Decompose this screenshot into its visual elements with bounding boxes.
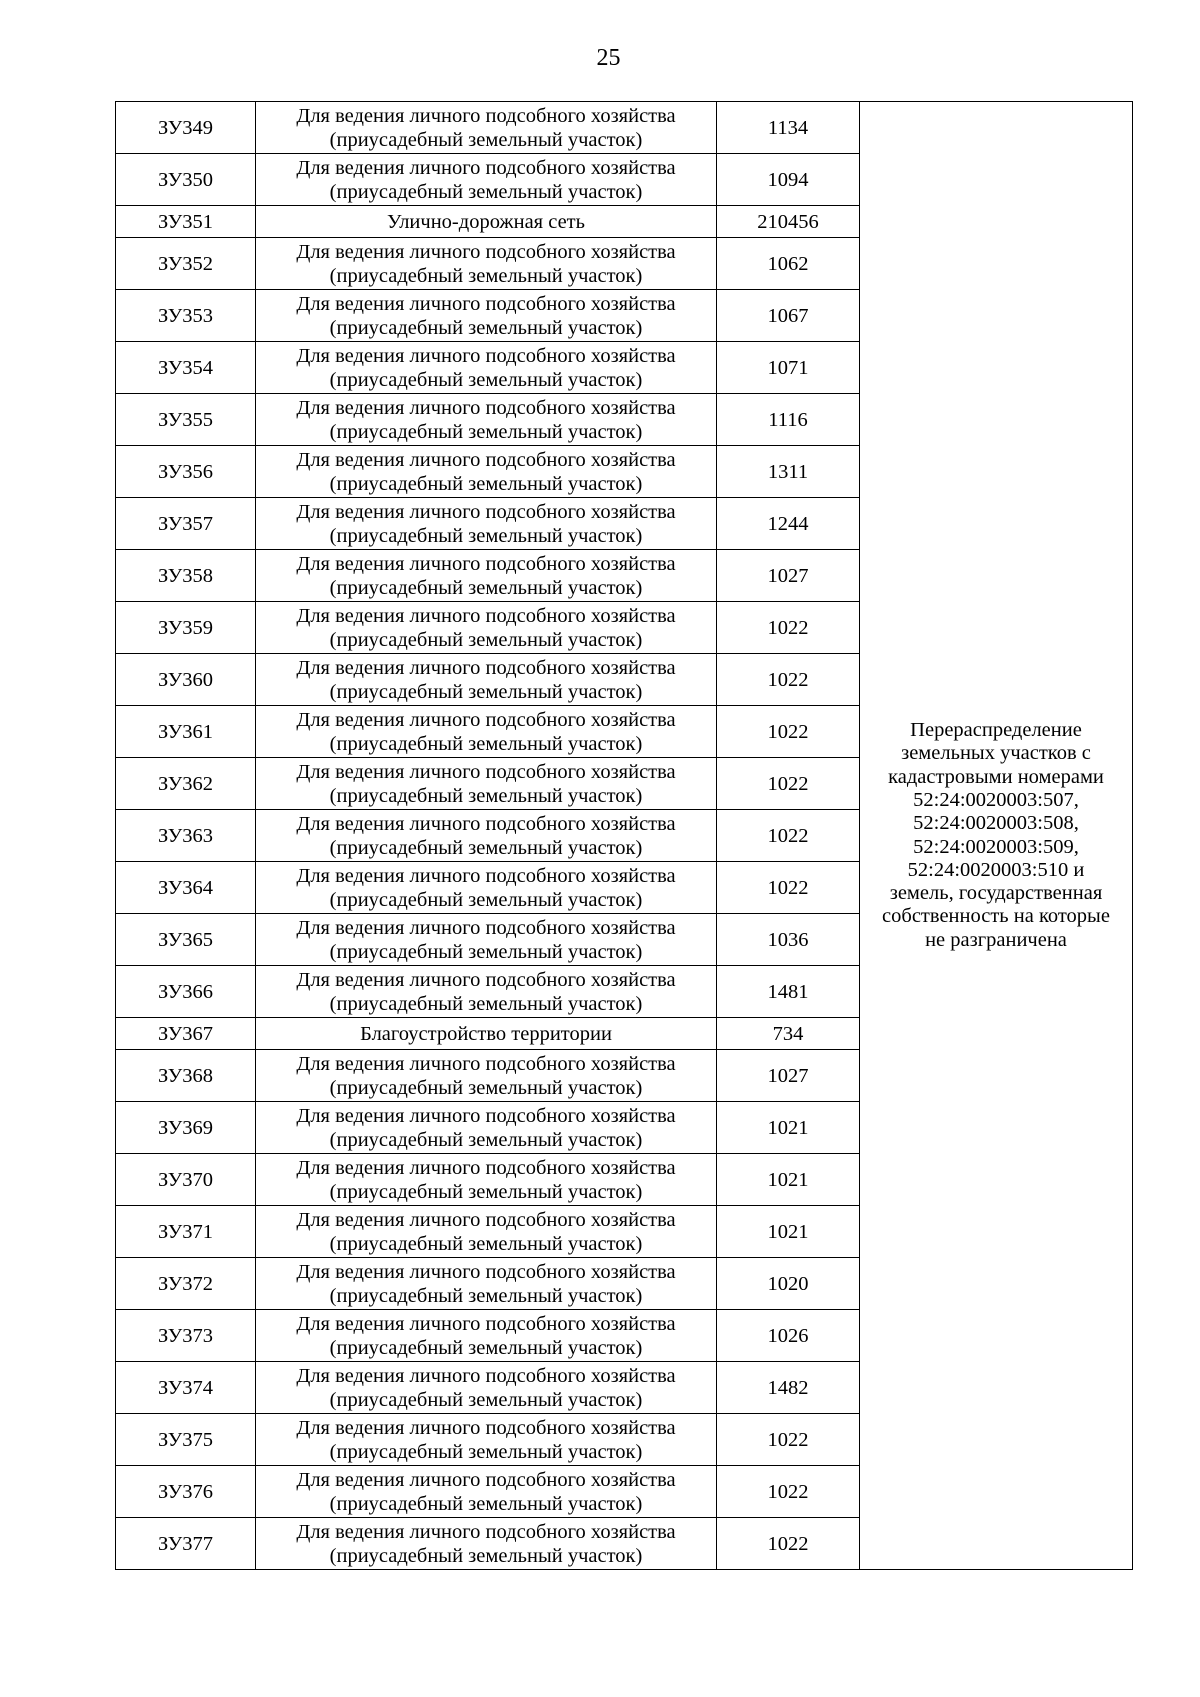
land-use-cell <box>256 914 717 966</box>
land-use-line: Для ведения личного подсобного хозяйства <box>296 1104 676 1127</box>
land-use-line: Для ведения личного подсобного хозяйства <box>296 708 676 731</box>
plot-id-cell: ЗУ354 <box>116 342 256 394</box>
area-cell: 1022 <box>717 758 860 810</box>
land-use-cell <box>256 1050 717 1102</box>
page-number: 25 <box>596 45 621 71</box>
land-use-line: (приусадебный земельный участок) <box>329 524 643 547</box>
area-cell: 1022 <box>717 706 860 758</box>
land-use-cell <box>256 1466 717 1518</box>
plot-id-cell: ЗУ360 <box>116 654 256 706</box>
land-use-line: Улично-дорожная сеть <box>387 210 585 233</box>
plot-id-cell: ЗУ363 <box>116 810 256 862</box>
land-use-cell <box>256 290 717 342</box>
land-use-cell <box>256 238 717 290</box>
plot-id-cell: ЗУ355 <box>116 394 256 446</box>
plot-id-cell: ЗУ376 <box>116 1466 256 1518</box>
plot-id-cell: ЗУ356 <box>116 446 256 498</box>
land-use-cell <box>256 966 717 1018</box>
land-use-line: (приусадебный земельный участок) <box>329 1440 643 1463</box>
plot-id-cell: ЗУ357 <box>116 498 256 550</box>
plot-id-cell: ЗУ374 <box>116 1362 256 1414</box>
land-use-line: Для ведения личного подсобного хозяйства <box>296 104 676 127</box>
land-use-line: (приусадебный земельный участок) <box>329 264 643 287</box>
land-use-line: Для ведения личного подсобного хозяйства <box>296 156 676 179</box>
land-use-cell <box>256 1310 717 1362</box>
plot-id-cell: ЗУ377 <box>116 1518 256 1570</box>
plot-id-cell: ЗУ350 <box>116 154 256 206</box>
plot-id-cell: ЗУ375 <box>116 1414 256 1466</box>
land-use-line: Для ведения личного подсобного хозяйства <box>296 1052 676 1075</box>
land-use-line: (приусадебный земельный участок) <box>329 1492 643 1515</box>
area-cell: 1022 <box>717 862 860 914</box>
area-cell: 1134 <box>717 102 860 154</box>
area-cell: 1026 <box>717 1310 860 1362</box>
area-cell: 1022 <box>717 654 860 706</box>
land-use-cell <box>256 758 717 810</box>
land-use-line: Для ведения личного подсобного хозяйства <box>296 1520 676 1543</box>
table-row <box>116 102 1133 154</box>
area-cell: 1021 <box>717 1102 860 1154</box>
land-use-line: Для ведения личного подсобного хозяйства <box>296 1208 676 1231</box>
land-use-line: (приусадебный земельный участок) <box>329 180 643 203</box>
note-line: не разграничена <box>925 928 1067 951</box>
land-use-cell <box>256 1102 717 1154</box>
area-cell: 1022 <box>717 1518 860 1570</box>
land-use-cell <box>256 206 717 238</box>
land-use-line: (приусадебный земельный участок) <box>329 316 643 339</box>
land-use-line: Для ведения личного подсобного хозяйства <box>296 1416 676 1439</box>
land-use-line: Для ведения личного подсобного хозяйства <box>296 916 676 939</box>
land-use-cell <box>256 342 717 394</box>
land-use-line: (приусадебный земельный участок) <box>329 1544 643 1567</box>
land-use-cell <box>256 1414 717 1466</box>
land-use-line: (приусадебный земельный участок) <box>329 1232 643 1255</box>
land-use-line: Для ведения личного подсобного хозяйства <box>296 1364 676 1387</box>
land-use-line: (приусадебный земельный участок) <box>329 628 643 651</box>
land-use-line: Для ведения личного подсобного хозяйства <box>296 1156 676 1179</box>
land-use-line: Для ведения личного подсобного хозяйства <box>296 968 676 991</box>
plot-id-cell: ЗУ359 <box>116 602 256 654</box>
land-use-cell <box>256 1206 717 1258</box>
area-cell: 1071 <box>717 342 860 394</box>
land-use-line: (приусадебный земельный участок) <box>329 472 643 495</box>
area-cell: 1022 <box>717 1414 860 1466</box>
plot-id-cell: ЗУ366 <box>116 966 256 1018</box>
plot-id-cell: ЗУ349 <box>116 102 256 154</box>
note-line: 52:24:0020003:507, <box>913 788 1079 811</box>
area-cell: 734 <box>717 1018 860 1050</box>
land-use-cell <box>256 102 717 154</box>
plot-id-cell: ЗУ362 <box>116 758 256 810</box>
land-use-line: Для ведения личного подсобного хозяйства <box>296 344 676 367</box>
note-line: 52:24:0020003:508, <box>913 812 1079 835</box>
land-use-line: Для ведения личного подсобного хозяйства <box>296 604 676 627</box>
area-cell: 1482 <box>717 1362 860 1414</box>
plot-id-cell: ЗУ369 <box>116 1102 256 1154</box>
area-cell: 1311 <box>717 446 860 498</box>
area-cell: 1244 <box>717 498 860 550</box>
land-use-line: Для ведения личного подсобного хозяйства <box>296 448 676 471</box>
land-use-line: Для ведения личного подсобного хозяйства <box>296 1312 676 1335</box>
plot-id-cell: ЗУ351 <box>116 206 256 238</box>
plot-id-cell: ЗУ372 <box>116 1258 256 1310</box>
land-use-line: (приусадебный земельный участок) <box>329 1388 643 1411</box>
land-use-cell <box>256 862 717 914</box>
note-line: Перераспределение <box>910 719 1082 742</box>
plot-id-cell: ЗУ353 <box>116 290 256 342</box>
land-use-line: Для ведения личного подсобного хозяйства <box>296 1260 676 1283</box>
land-use-line: (приусадебный земельный участок) <box>329 368 643 391</box>
area-cell: 1020 <box>717 1258 860 1310</box>
land-use-line: (приусадебный земельный участок) <box>329 1128 643 1151</box>
land-use-cell <box>256 1258 717 1310</box>
land-use-line: (приусадебный земельный участок) <box>329 680 643 703</box>
land-use-line: Для ведения личного подсобного хозяйства <box>296 864 676 887</box>
land-use-line: (приусадебный земельный участок) <box>329 576 643 599</box>
land-use-cell <box>256 498 717 550</box>
redistribution-note-cell <box>860 102 1133 1570</box>
plot-id-cell: ЗУ367 <box>116 1018 256 1050</box>
land-use-cell <box>256 446 717 498</box>
land-use-cell <box>256 1154 717 1206</box>
note-line: собственность на которые <box>882 905 1110 928</box>
land-use-line: Для ведения личного подсобного хозяйства <box>296 812 676 835</box>
land-use-cell <box>256 706 717 758</box>
area-cell: 1094 <box>717 154 860 206</box>
land-use-line: (приусадебный земельный участок) <box>329 836 643 859</box>
land-use-line: (приусадебный земельный участок) <box>329 1336 643 1359</box>
plot-id-cell: ЗУ373 <box>116 1310 256 1362</box>
land-use-cell <box>256 1518 717 1570</box>
area-cell: 1481 <box>717 966 860 1018</box>
plot-id-cell: ЗУ371 <box>116 1206 256 1258</box>
land-use-cell <box>256 602 717 654</box>
plot-id-cell: ЗУ361 <box>116 706 256 758</box>
land-use-line: (приусадебный земельный участок) <box>329 732 643 755</box>
plot-id-cell: ЗУ364 <box>116 862 256 914</box>
plot-id-cell: ЗУ352 <box>116 238 256 290</box>
land-use-line: (приусадебный земельный участок) <box>329 420 643 443</box>
land-use-line: Благоустройство территории <box>360 1022 612 1045</box>
plot-id-cell: ЗУ368 <box>116 1050 256 1102</box>
area-cell: 1021 <box>717 1206 860 1258</box>
area-cell: 1021 <box>717 1154 860 1206</box>
land-use-line: Для ведения личного подсобного хозяйства <box>296 760 676 783</box>
land-use-line: (приусадебный земельный участок) <box>329 1284 643 1307</box>
land-use-line: (приусадебный земельный участок) <box>329 992 643 1015</box>
plot-id-cell: ЗУ370 <box>116 1154 256 1206</box>
land-use-cell <box>256 550 717 602</box>
area-cell: 1027 <box>717 1050 860 1102</box>
area-cell: 1067 <box>717 290 860 342</box>
plot-id-cell: ЗУ358 <box>116 550 256 602</box>
area-cell: 1022 <box>717 602 860 654</box>
land-use-line: Для ведения личного подсобного хозяйства <box>296 656 676 679</box>
land-use-line: Для ведения личного подсобного хозяйства <box>296 240 676 263</box>
area-cell: 1022 <box>717 1466 860 1518</box>
note-line: земель, государственная <box>889 882 1103 905</box>
area-cell: 1022 <box>717 810 860 862</box>
land-use-line: Для ведения личного подсобного хозяйства <box>296 292 676 315</box>
note-line: 52:24:0020003:510 и <box>907 858 1085 881</box>
land-use-line: (приусадебный земельный участок) <box>329 784 643 807</box>
land-use-line: Для ведения личного подсобного хозяйства <box>296 1468 676 1491</box>
land-use-line: Для ведения личного подсобного хозяйства <box>296 396 676 419</box>
land-use-line: (приусадебный земельный участок) <box>329 128 643 151</box>
land-use-line: (приусадебный земельный участок) <box>329 1180 643 1203</box>
area-cell: 1116 <box>717 394 860 446</box>
area-cell: 1036 <box>717 914 860 966</box>
land-use-cell <box>256 1018 717 1050</box>
land-use-line: (приусадебный земельный участок) <box>329 1076 643 1099</box>
land-use-cell <box>256 810 717 862</box>
land-use-line: Для ведения личного подсобного хозяйства <box>296 500 676 523</box>
area-cell: 1027 <box>717 550 860 602</box>
table-body <box>116 102 1133 1570</box>
land-use-line: (приусадебный земельный участок) <box>329 888 643 911</box>
land-use-line: Для ведения личного подсобного хозяйства <box>296 552 676 575</box>
area-cell: 1062 <box>717 238 860 290</box>
area-cell: 210456 <box>717 206 860 238</box>
note-line: 52:24:0020003:509, <box>913 835 1079 858</box>
note-line: земельных участков с <box>901 742 1091 765</box>
note-line: кадастровыми номерами <box>888 765 1104 788</box>
land-use-cell <box>256 154 717 206</box>
land-plots-table <box>115 101 1133 1570</box>
plot-id-cell: ЗУ365 <box>116 914 256 966</box>
land-use-line: (приусадебный земельный участок) <box>329 940 643 963</box>
land-use-cell <box>256 654 717 706</box>
land-use-cell <box>256 1362 717 1414</box>
land-use-cell <box>256 394 717 446</box>
